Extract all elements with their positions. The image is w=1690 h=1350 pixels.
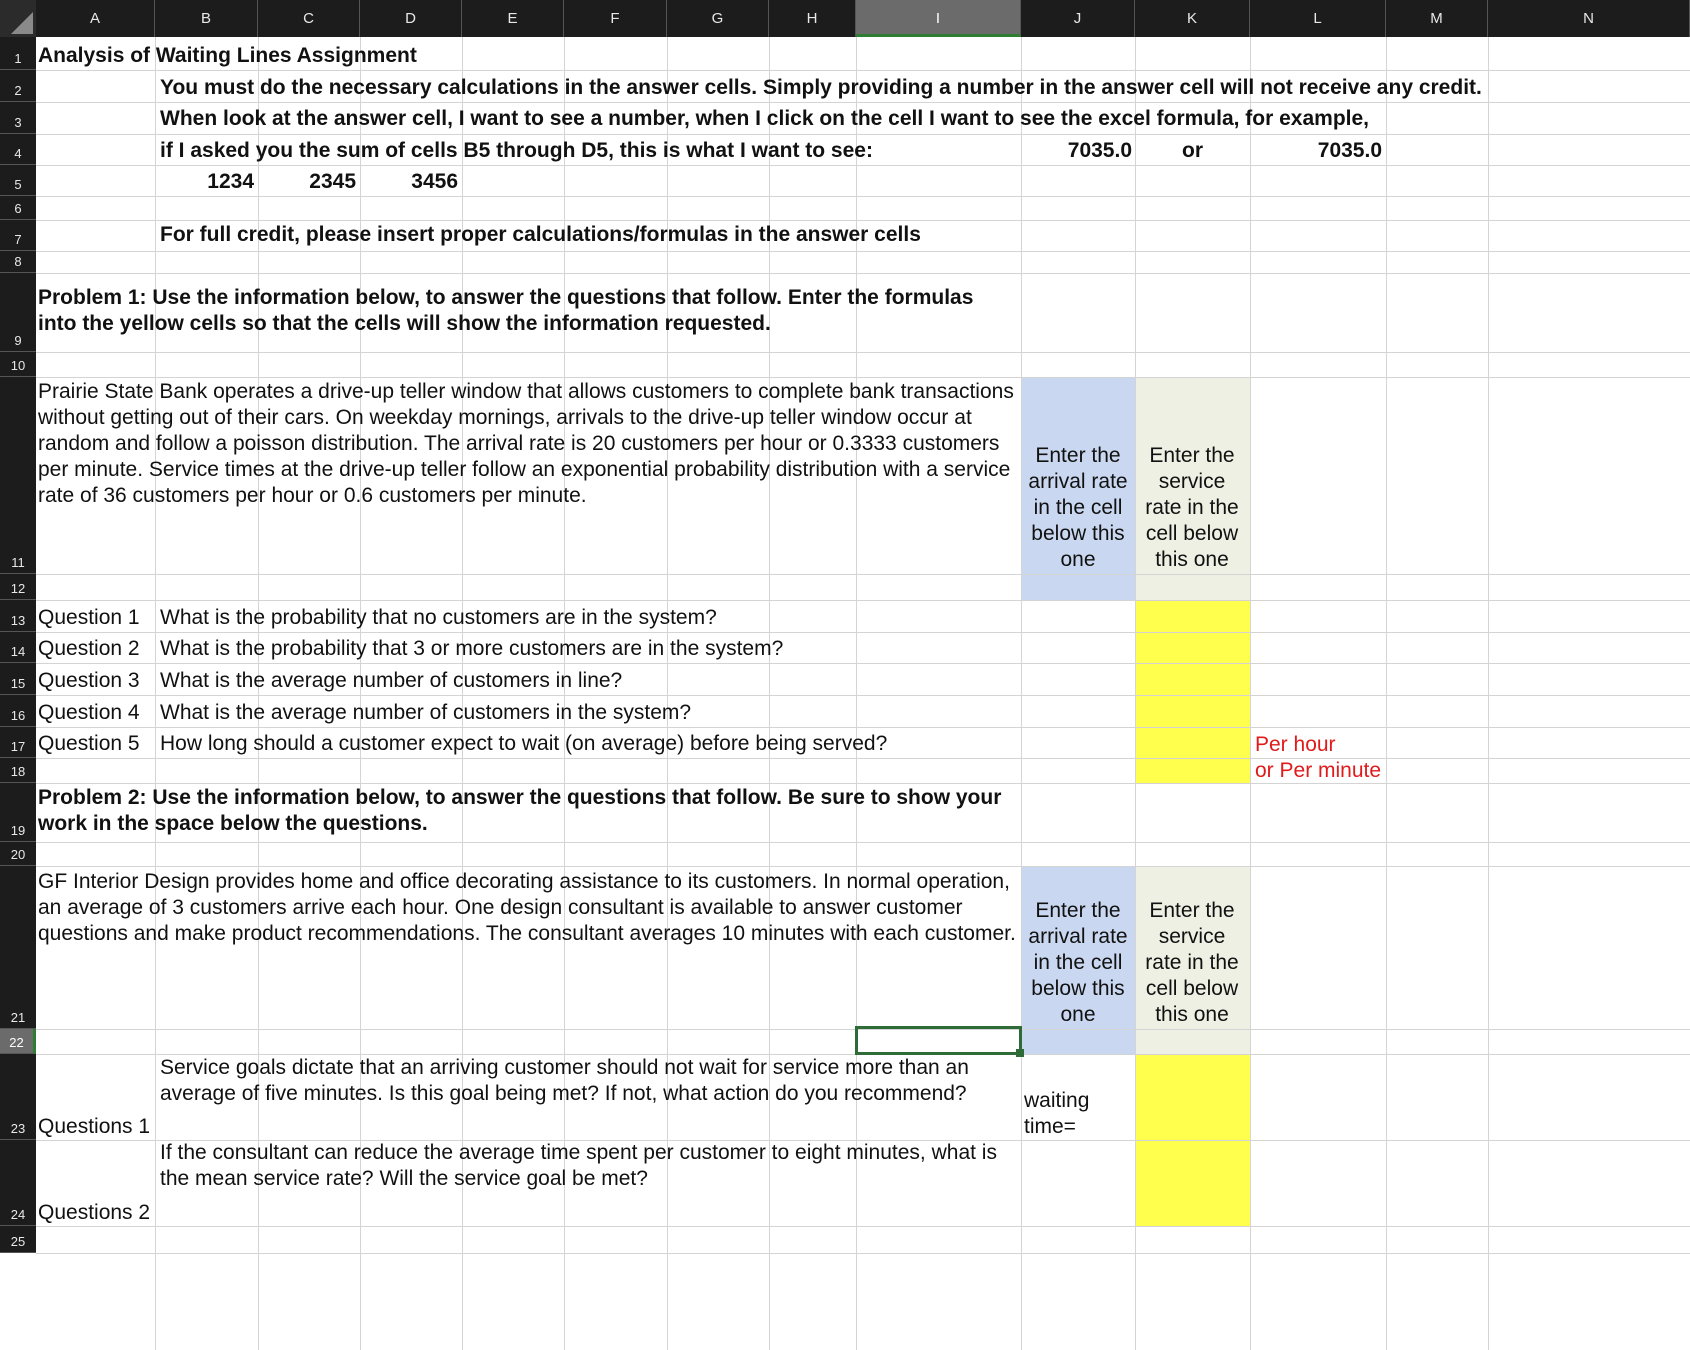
p2-question-2-text: If the consultant can reduce the average time spent per customer to eight minutes, what is the mean service rate? Will the service goal be met?	[160, 1141, 997, 1190]
fill-handle[interactable]	[1016, 1049, 1024, 1057]
problem1-arrival-prompt: Enter the arrival rate in the cell below this one	[1028, 444, 1128, 571]
row-header-17[interactable]: 17	[0, 727, 36, 758]
column-header-j[interactable]: J	[1021, 0, 1135, 37]
row-header-23[interactable]: 23	[0, 1054, 36, 1140]
row-header-3[interactable]: 3	[0, 102, 36, 134]
problem2-arrival-prompt: Enter the arrival rate in the cell below this one	[1028, 899, 1128, 1026]
row-header-21[interactable]: 21	[0, 866, 36, 1029]
column-header-n[interactable]: N	[1488, 0, 1690, 37]
row-header-7[interactable]: 7	[0, 220, 36, 251]
column-header-g[interactable]: G	[667, 0, 769, 37]
column-header-h[interactable]: H	[769, 0, 856, 37]
p1-question-4-text: What is the average number of customers in the system?	[160, 701, 692, 724]
waiting-time-label: waiting time=	[1024, 1089, 1090, 1138]
row-header-9[interactable]: 9	[0, 273, 36, 352]
row-header-5[interactable]: 5	[0, 165, 36, 196]
p1-question-1-text: What is the probability that no customers are in the system?	[160, 606, 717, 629]
row-header-8[interactable]: 8	[0, 251, 36, 273]
row-header-24[interactable]: 24	[0, 1140, 36, 1226]
problem2-service-prompt: Enter the service rate in the cell below this one	[1145, 899, 1239, 1026]
column-header-k[interactable]: K	[1135, 0, 1250, 37]
row-header-20[interactable]: 20	[0, 842, 36, 866]
row-header-6[interactable]: 6	[0, 196, 36, 220]
p2-question-1-label: Questions 1	[38, 1115, 151, 1138]
example-result-cell-j4[interactable]: 7035.0	[1067, 139, 1132, 162]
column-header-b[interactable]: B	[155, 0, 258, 37]
row-header-18[interactable]: 18	[0, 758, 36, 783]
active-cell-selection[interactable]	[855, 1026, 1022, 1055]
p2-question-1-text: Service goals dictate that an arriving customer should not wait for service more than an average of five minutes. Is this goal being met? If not, what action do you recommend?	[160, 1056, 969, 1105]
row-header-16[interactable]: 16	[0, 695, 36, 727]
row-header-10[interactable]: 10	[0, 352, 36, 377]
row-header-11[interactable]: 11	[0, 377, 36, 574]
row-header-25[interactable]: 25	[0, 1226, 36, 1253]
full-credit-note: For full credit, please insert proper calculations/formulas in the answer cells	[160, 223, 921, 246]
row-header-12[interactable]: 12	[0, 574, 36, 600]
problem1-service-prompt: Enter the service rate in the cell below this one	[1145, 444, 1239, 571]
instruction-line-3: if I asked you the sum of cells B5 through D5, this is what I want to see:	[160, 139, 873, 162]
p1-question-3-label: Question 3	[38, 669, 140, 692]
example-value-d5[interactable]: 3456	[411, 170, 458, 193]
unit-note-per-minute: or Per minute	[1255, 759, 1382, 782]
problem2-description: GF Interior Design provides home and office decorating assistance to its customers. In normal operation, an average of 3 customers arrive each hour. One design consultant is available to answer customer questions and make product recommendations. The consultant averages 10 minutes with each customer.	[38, 870, 1016, 945]
row-header-15[interactable]: 15	[0, 663, 36, 695]
row-header-19[interactable]: 19	[0, 783, 36, 842]
column-header-f[interactable]: F	[564, 0, 667, 37]
row-header-2[interactable]: 2	[0, 70, 36, 102]
p1-question-2-text: What is the probability that 3 or more customers are in the system?	[160, 637, 784, 660]
example-or-text: or	[1182, 139, 1203, 162]
row-header-22[interactable]: 22	[0, 1029, 36, 1054]
example-value-b5[interactable]: 1234	[207, 170, 254, 193]
p2-question-2-label: Questions 2	[38, 1201, 151, 1224]
example-result-cell-l4[interactable]: 7035.0	[1317, 139, 1382, 162]
problem1-description: Prairie State Bank operates a drive-up teller window that allows customers to complete bank transactions without getting out of their cars. On weekday mornings, arrivals to the drive-up teller window occur at random and follow a poisson distribution. The arrival rate is 20 customers per hour or 0.3333 customers per minute. Service times at the drive-up teller follow an exponential probability distribution with a service rate of 36 customers per hour or 0.6 customers per minute.	[38, 380, 1014, 507]
row-header-4[interactable]: 4	[0, 134, 36, 165]
column-header-i[interactable]: I	[856, 0, 1021, 37]
row-header-1[interactable]: 1	[0, 37, 36, 70]
example-value-c5[interactable]: 2345	[309, 170, 356, 193]
column-header-m[interactable]: M	[1386, 0, 1488, 37]
problem1-heading: Problem 1: Use the information below, to answer the questions that follow. Enter the formulas into the yellow cells so that the cells will show the information requested.	[38, 286, 974, 335]
p1-question-2-label: Question 2	[38, 637, 140, 660]
column-header-e[interactable]: E	[462, 0, 564, 37]
column-header-a[interactable]: A	[36, 0, 155, 37]
instruction-line-1: You must do the necessary calculations in the answer cells. Simply providing a number in the answer cell will not receive any credit.	[160, 76, 1482, 99]
column-header-l[interactable]: L	[1250, 0, 1386, 37]
instruction-line-2: When look at the answer cell, I want to see a number, when I click on the cell I want to see the excel formula, for example,	[160, 107, 1370, 130]
unit-note-per-hour: Per hour	[1255, 733, 1336, 756]
p1-question-3-text: What is the average number of customers in line?	[160, 669, 623, 692]
p1-question-1-label: Question 1	[38, 606, 140, 629]
problem2-heading: Problem 2: Use the information below, to answer the questions that follow. Be sure to show your work in the space below the questions.	[38, 786, 1002, 835]
column-header-d[interactable]: D	[360, 0, 462, 37]
p1-question-5-label: Question 5	[38, 732, 140, 755]
p1-yellow-answer-cells[interactable]	[1135, 600, 1250, 783]
row-header-14[interactable]: 14	[0, 632, 36, 663]
row-header-13[interactable]: 13	[0, 600, 36, 632]
p1-question-4-label: Question 4	[38, 701, 140, 724]
column-header-c[interactable]: C	[258, 0, 360, 37]
p1-question-5-text: How long should a customer expect to wait (on average) before being served?	[160, 732, 888, 755]
select-all-corner[interactable]	[0, 0, 36, 37]
assignment-title: Analysis of Waiting Lines Assignment	[38, 44, 417, 67]
